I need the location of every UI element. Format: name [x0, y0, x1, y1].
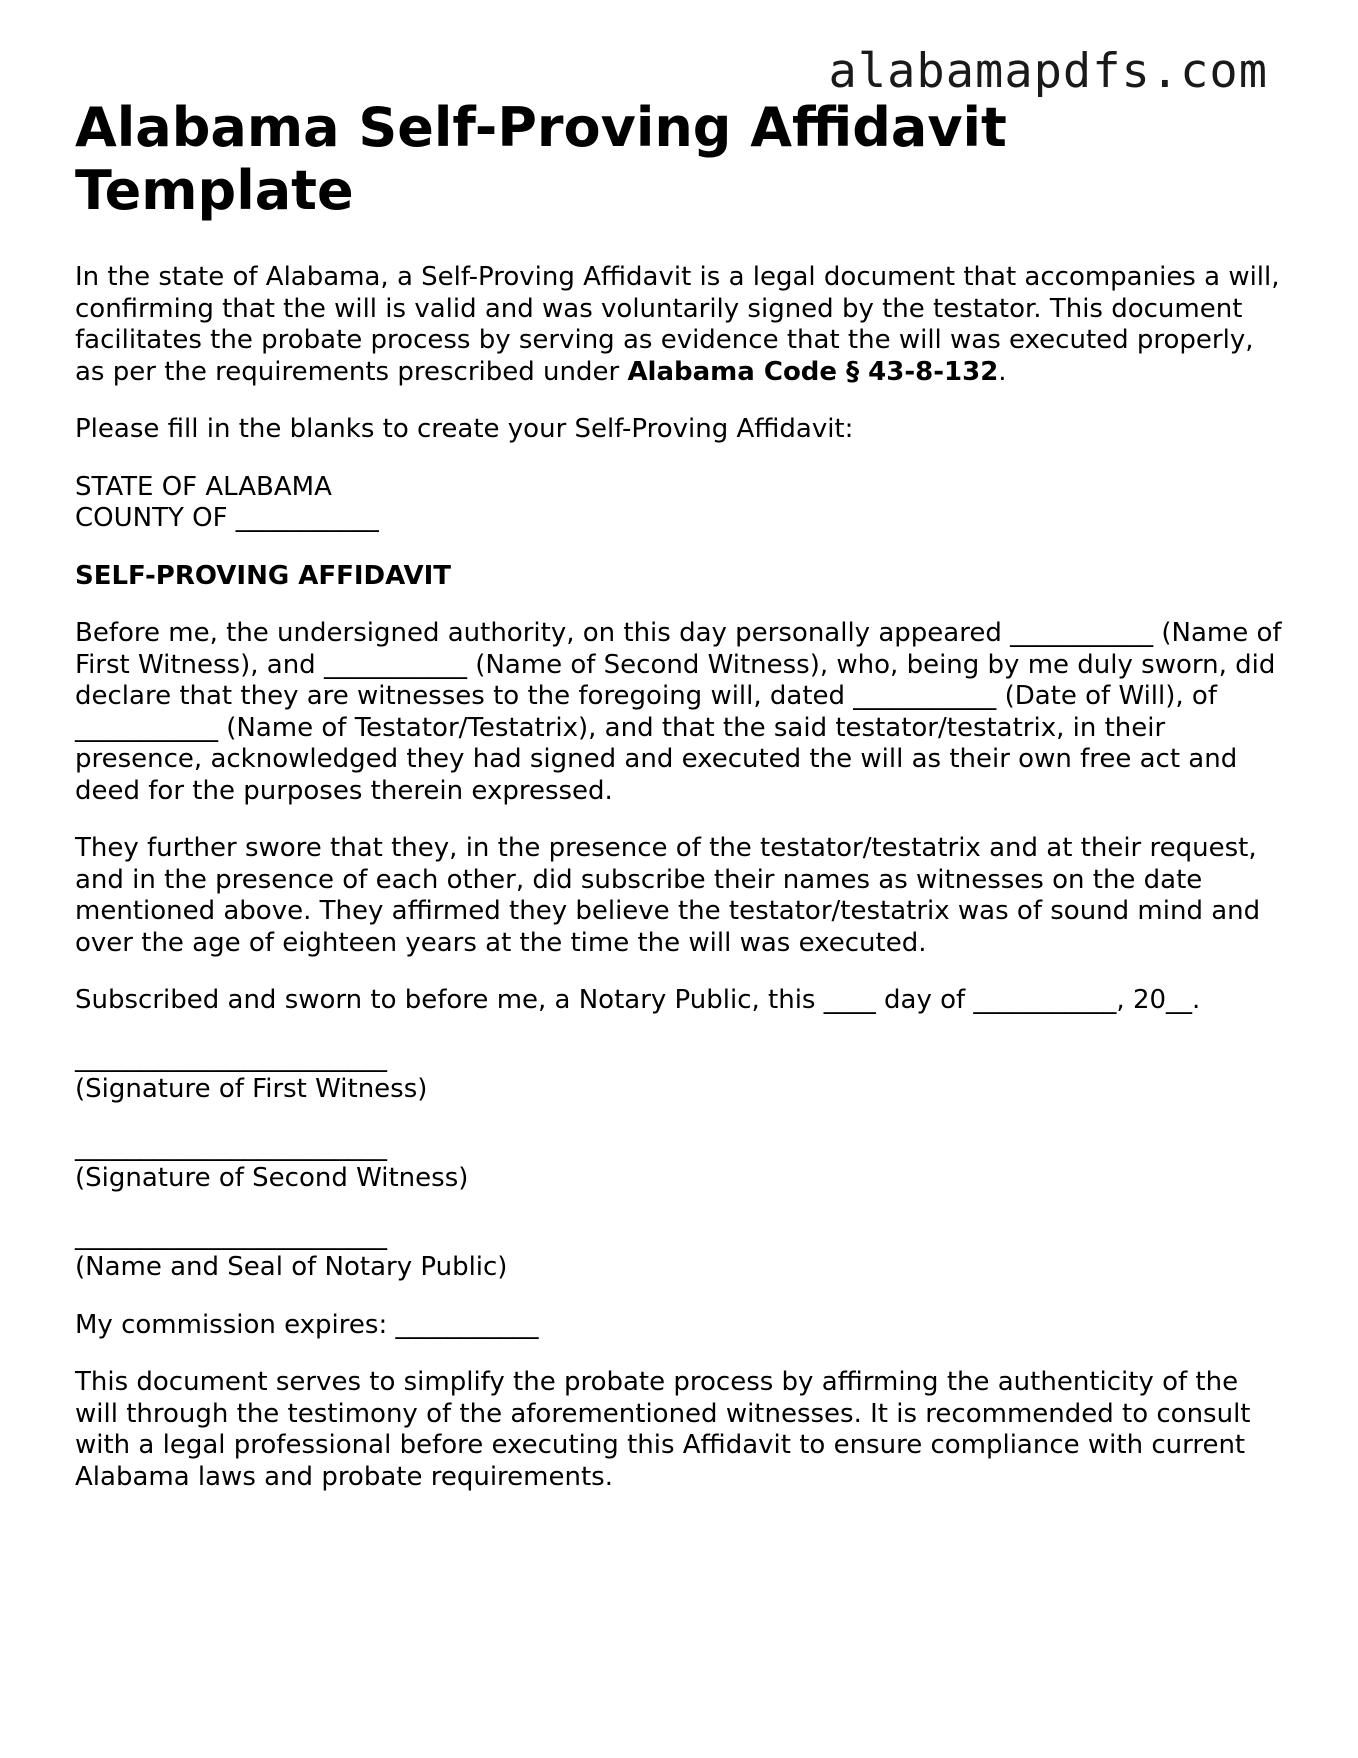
code-reference: Alabama Code § 43-8-132 — [627, 356, 999, 387]
commission-line: My commission expires: ___________ — [75, 1309, 539, 1340]
signature-label: (Name and Seal of Notary Public) — [75, 1252, 508, 1282]
witness-oath-paragraph: They further swore that they, in the presence of the testator/testatrix and at their request, and in the presence of each other, did subscribe their names as witnesses on the date mentioned above. They affirmed they believe the testator/testatrix was of sound mind and over the age of eighteen years at the time the will was executed. — [75, 833, 1261, 958]
signature-label: (Signature of Second Witness) — [75, 1163, 469, 1193]
witness-declaration-paragraph: Before me, the undersigned authority, on this day personally appeared ___________ (Name of First Witness), and ___________ (Name of Second Witness), who, being by me duly sworn, did declare that they are witnesses to the foregoing will, dated ___________ (Date of Will), of ___________ (Name of Testator/Testatrix), and that the said testator/testatrix, in their presence, acknowledged they had signed and executed the will as their own free act and deed for the purposes therein expressed. — [75, 618, 1282, 806]
signature-line: ________________________ — [75, 1220, 387, 1251]
instruction-text: Please fill in the blanks to create your Self-Proving Affidavit: — [75, 414, 854, 444]
intro-end: . — [998, 356, 1007, 387]
signature-block — [75, 1043, 1285, 1284]
document-page — [75, 96, 1285, 1493]
state-line: STATE OF ALABAMA — [75, 471, 332, 502]
signature-notary — [75, 1221, 1285, 1284]
site-watermark: alabamapdfs.com — [828, 44, 1268, 99]
subscribed-line: Subscribed and sworn to before me, a Notary Public, this ____ day of ___________, 20__. — [75, 985, 1201, 1015]
signature-second-witness — [75, 1132, 1285, 1195]
signature-first-witness — [75, 1043, 1285, 1106]
signature-label: (Signature of First Witness) — [75, 1074, 428, 1104]
document-title: Alabama Self-Proving Affidavit Template — [75, 96, 1007, 222]
intro-text: In the state of Alabama, a Self-Proving Affidavit is a legal document that accompanies a will, confirming that the will is valid and was voluntarily signed by the testator. This document facilitates the probate process by serving as evidence that the will was executed properly, as per the requirements prescribed under — [75, 262, 1280, 387]
venue-block — [75, 472, 1285, 535]
intro-paragraph — [75, 262, 1285, 388]
affidavit-heading: SELF-PROVING AFFIDAVIT — [75, 560, 452, 591]
signature-line: ________________________ — [75, 1131, 387, 1162]
closing-paragraph: This document serves to simplify the probate process by affirming the authenticity of the will through the testimony of the aforementioned witnesses. It is recommended to consult with a legal professional before executing this Affidavit to ensure compliance with current Alabama laws and probate requirements. — [75, 1367, 1251, 1492]
signature-line: ________________________ — [75, 1042, 387, 1073]
county-line: COUNTY OF ___________ — [75, 503, 379, 533]
